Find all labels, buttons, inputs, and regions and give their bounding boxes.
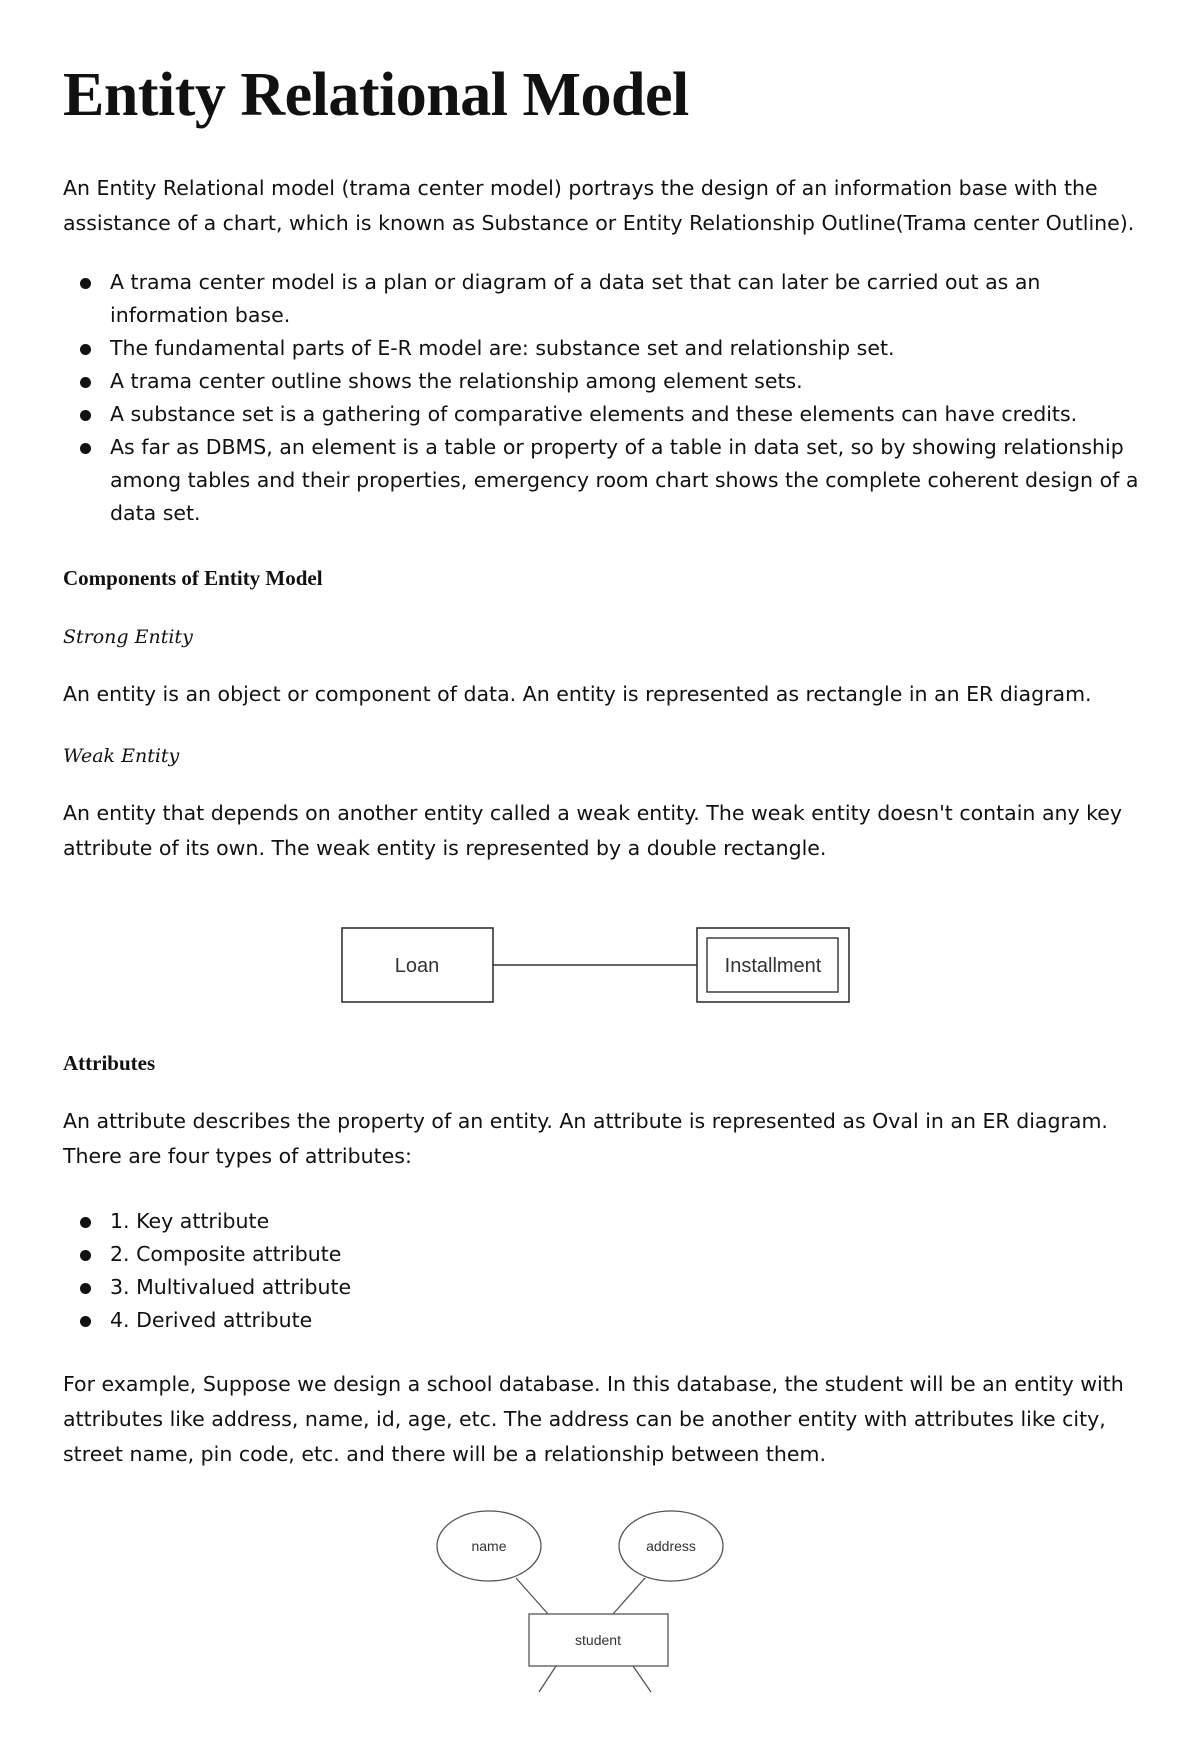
connector-line [633,1666,651,1692]
components-heading: Components of Entity Model [63,566,323,590]
bullet-icon [80,1316,91,1327]
attribute-types-list [63,1205,1143,1337]
address-attribute-label: address [646,1538,696,1554]
bullet-icon [80,443,91,454]
list-item: A trama center model is a plan or diagram of a data set that can later be carried out as an information base. [63,266,1143,332]
strong-entity-heading: Strong Entity [63,626,193,648]
weak-entity-diagram [340,926,854,1006]
intro-bullet-list [63,266,1143,530]
installment-entity-label: Installment [724,955,822,977]
attributes-heading: Attributes [63,1051,156,1075]
weak-entity-heading: Weak Entity [63,745,180,767]
list-item: The fundamental parts of E-R model are: substance set and relationship set. [63,332,1143,365]
attributes-paragraph: An attribute describes the property of an entity. An attribute is represented as Oval in an ER diagram. There are four types of attributes: [63,1109,1108,1168]
list-item: A trama center outline shows the relationship among element sets. [63,365,1143,398]
address-connector-line [613,1578,645,1614]
bullet-icon [80,1283,91,1294]
bullet-icon [80,278,91,289]
list-item: 4. Derived attribute [63,1304,1143,1337]
loan-entity-label: Loan [394,955,440,977]
list-item: 1. Key attribute [63,1205,1143,1238]
connector-line [539,1666,556,1692]
bullet-icon [80,410,91,421]
list-item: 2. Composite attribute [63,1238,1143,1271]
list-item: 3. Multivalued attribute [63,1271,1143,1304]
name-connector-line [516,1578,548,1614]
list-item: As far as DBMS, an element is a table or property of a table in data set, so by showing relationship among tables and their properties, emergency room chart shows the complete coherent design of a data set. [63,431,1143,530]
bullet-icon [80,344,91,355]
intro-paragraph: An Entity Relational model (trama center model) portrays the design of an information base with the assistance of a chart, which is known as Substance or Entity Relationship Outline(Trama center Outline). [63,176,1135,235]
list-item: A substance set is a gathering of comparative elements and these elements can have credits. [63,398,1143,431]
strong-entity-paragraph: An entity is an object or component of data. An entity is represented as rectangle in an ER diagram. [63,682,1092,706]
weak-entity-paragraph: An entity that depends on another entity called a weak entity. The weak entity doesn't contain any key attribute of its own. The weak entity is represented by a double rectangle. [63,801,1123,860]
page-title: Entity Relational Model [63,61,689,129]
bullet-icon [80,1250,91,1261]
name-attribute-label: name [471,1538,507,1554]
student-er-diagram [423,1508,753,1696]
example-paragraph: For example, Suppose we design a school database. In this database, the student will be an entity with attributes like address, name, id, age, etc. The address can be another entity with attributes like city, street name, pin code, etc. and there will be a relationship between them. [63,1372,1124,1466]
bullet-icon [80,377,91,388]
bullet-icon [80,1217,91,1228]
student-entity-label: student [575,1632,621,1648]
